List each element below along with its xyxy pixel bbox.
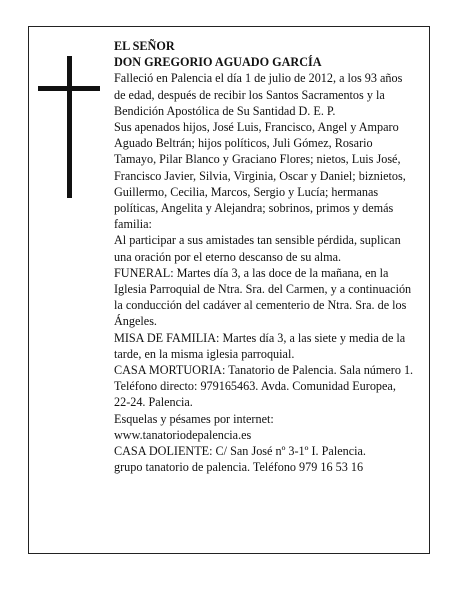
mourning-house: CASA DOLIENTE: C/ San José nº 3-1º I. Palencia.	[114, 444, 366, 459]
family-list: Sus apenados hijos, José Luis, Francisco, Angel y Amparo Aguado Beltrán; hijos políticos, Juli Gómez, Rosario Tamayo, Pilar Blanco y Graciano Flores; nietos, Luis José, Francisco Javier, Silvia, Virginia, Oscar y Daniel; biznietos, Guillermo, Cecilia, Marcos, Sergio y Lucía; hermanas políticas, Angelita y Alejandra; sobrinos, primos y demás familia:	[114, 120, 406, 232]
mortuary-info: CASA MORTUORIA: Tanatorio de Palencia. Sala número 1. Teléfono directo: 979165463. Avda. Comunidad Europea, 22-24. Palencia.	[114, 363, 414, 410]
death-notice: Falleció en Palencia el día 1 de julio de 2012, a los 93 años de edad, después de recibir los Santos Sacramentos y la Bendición Apostólica de Su Santidad D. E. P.	[114, 71, 403, 118]
cross-horizontal-bar	[38, 86, 100, 91]
obituary-text	[114, 38, 414, 475]
deceased-name: DON GREGORIO AGUADO GARCÍA	[114, 55, 322, 70]
cross-vertical-bar	[67, 56, 72, 198]
family-mass-info: MISA DE FAMILIA: Martes día 3, a las siete y media de la tarde, en la misma iglesia parroquial.	[114, 330, 406, 361]
internet-condolences: Esquelas y pésames por internet:	[114, 411, 274, 426]
funeral-home-contact: grupo tanatorio de palencia. Teléfono 979 16 53 16	[114, 460, 364, 475]
cross-icon	[38, 56, 100, 198]
funeral-info: FUNERAL: Martes día 3, a las doce de la mañana, en la Iglesia Parroquial de Ntra. Sra. del Carmen, y a continuación la conducción del cadáver al cementerio de Ntra. Sra. de los Ángeles.	[114, 265, 412, 329]
website-link[interactable]: www.tanatoriodepalencia.es	[114, 427, 252, 442]
prayer-request: Al participar a sus amistades tan sensible pérdida, suplican una oración por el eterno descanso de su alma.	[114, 233, 401, 264]
title-line: EL SEÑOR	[114, 39, 175, 53]
